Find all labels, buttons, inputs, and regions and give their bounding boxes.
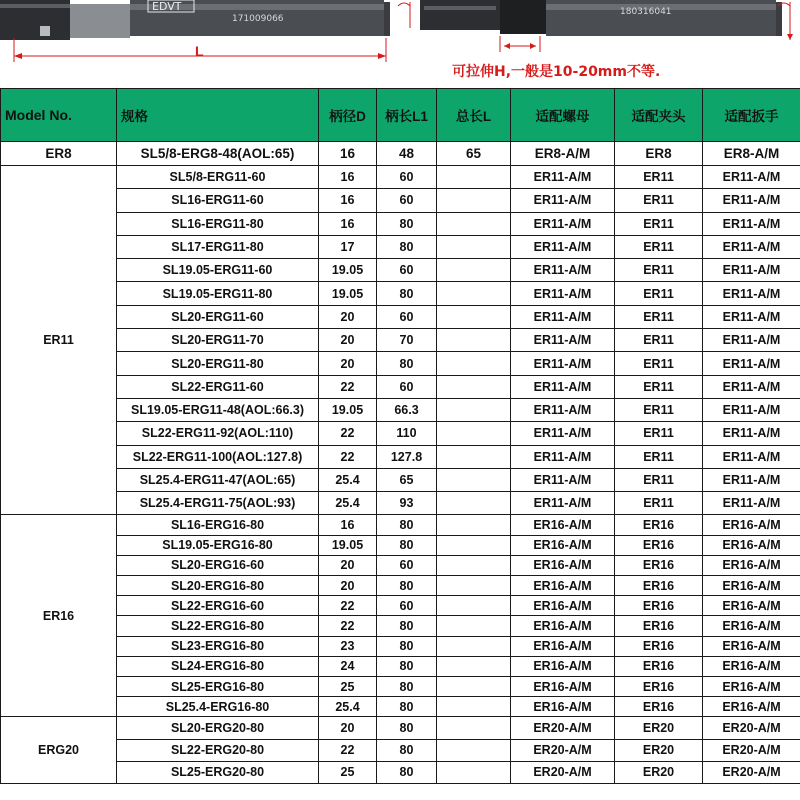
table-row — [1, 717, 800, 739]
collet-cell: ER16 — [615, 616, 703, 636]
l-cell — [437, 761, 511, 783]
l1-cell: 80 — [377, 212, 437, 235]
table-row — [1, 189, 800, 212]
l1-cell: 60 — [377, 305, 437, 328]
nut-cell: ER11-A/M — [511, 329, 615, 352]
l-cell — [437, 576, 511, 596]
l-cell — [437, 717, 511, 739]
d-cell: 25 — [319, 761, 377, 783]
l1-cell: 80 — [377, 697, 437, 717]
l-cell — [437, 555, 511, 575]
product-photo-banner — [0, 0, 800, 88]
d-cell: 24 — [319, 656, 377, 676]
wrench-cell: ER20-A/M — [703, 739, 800, 761]
collet-cell: ER16 — [615, 555, 703, 575]
l1-cell: 80 — [377, 676, 437, 696]
l1-cell: 80 — [377, 235, 437, 258]
l-cell — [437, 492, 511, 515]
table-row — [1, 636, 800, 656]
left-tool-holder — [0, 0, 390, 40]
table-row — [1, 761, 800, 783]
model-cell: ER11 — [1, 166, 117, 515]
nut-cell: ER20-A/M — [511, 739, 615, 761]
serial-left: 171009066 — [232, 14, 284, 24]
l1-cell: 80 — [377, 515, 437, 535]
dimension-label-l: L — [195, 43, 204, 59]
spec-cell: SL19.05-ERG16-80 — [117, 535, 319, 555]
l-cell — [437, 282, 511, 305]
header-l: 总长L — [437, 89, 511, 142]
l1-cell: 60 — [377, 375, 437, 398]
spec-cell: SL25-ERG16-80 — [117, 676, 319, 696]
collet-cell: ER11 — [615, 305, 703, 328]
spec-cell: SL22-ERG20-80 — [117, 739, 319, 761]
header-l1: 柄长L1 — [377, 89, 437, 142]
spec-cell: SL22-ERG16-60 — [117, 596, 319, 616]
table-row — [1, 166, 800, 189]
wrench-cell: ER16-A/M — [703, 656, 800, 676]
l-cell — [437, 515, 511, 535]
collet-cell: ER20 — [615, 717, 703, 739]
table-row — [1, 445, 800, 468]
table-row — [1, 422, 800, 445]
d-cell: 16 — [319, 212, 377, 235]
nut-cell: ER16-A/M — [511, 676, 615, 696]
header-wrench: 适配扳手 — [703, 89, 800, 142]
collet-cell: ER11 — [615, 422, 703, 445]
l-cell — [437, 535, 511, 555]
spec-cell: SL16-ERG16-80 — [117, 515, 319, 535]
collet-cell: ER16 — [615, 676, 703, 696]
l-cell — [437, 259, 511, 282]
model-cell: ERG20 — [1, 717, 117, 784]
l-cell — [437, 398, 511, 421]
d-cell: 19.05 — [319, 535, 377, 555]
wrench-cell: ER20-A/M — [703, 717, 800, 739]
table-row — [1, 329, 800, 352]
d-cell: 20 — [319, 329, 377, 352]
wrench-cell: ER11-A/M — [703, 398, 800, 421]
d-cell: 19.05 — [319, 282, 377, 305]
table-row — [1, 739, 800, 761]
spec-cell: SL24-ERG16-80 — [117, 656, 319, 676]
spec-cell: SL5/8-ERG8-48(AOL:65) — [117, 142, 319, 166]
wrench-cell: ER16-A/M — [703, 515, 800, 535]
nut-cell: ER11-A/M — [511, 492, 615, 515]
collet-cell: ER16 — [615, 535, 703, 555]
nut-cell: ER11-A/M — [511, 375, 615, 398]
l1-cell: 60 — [377, 555, 437, 575]
d-cell: 25.4 — [319, 697, 377, 717]
table-row — [1, 535, 800, 555]
wrench-cell: ER16-A/M — [703, 535, 800, 555]
table-row — [1, 468, 800, 491]
collet-cell: ER11 — [615, 352, 703, 375]
serial-right: 180316041 — [620, 7, 672, 17]
nut-cell: ER16-A/M — [511, 596, 615, 616]
collet-cell: ER11 — [615, 189, 703, 212]
spec-cell: SL25-ERG20-80 — [117, 761, 319, 783]
l-cell — [437, 166, 511, 189]
collet-cell: ER20 — [615, 739, 703, 761]
table-row — [1, 305, 800, 328]
nut-cell: ER16-A/M — [511, 515, 615, 535]
d-cell: 22 — [319, 422, 377, 445]
l-cell — [437, 739, 511, 761]
collet-cell: ER11 — [615, 468, 703, 491]
nut-cell: ER16-A/M — [511, 697, 615, 717]
nut-cell: ER11-A/M — [511, 305, 615, 328]
collet-cell: ER16 — [615, 576, 703, 596]
header-model: Model No. — [1, 89, 117, 142]
wrench-cell: ER16-A/M — [703, 676, 800, 696]
table-row — [1, 656, 800, 676]
l-cell: 65 — [437, 142, 511, 166]
l1-cell: 80 — [377, 282, 437, 305]
l1-cell: 66.3 — [377, 398, 437, 421]
spec-cell: SL20-ERG11-60 — [117, 305, 319, 328]
l-cell — [437, 189, 511, 212]
collet-cell: ER16 — [615, 697, 703, 717]
nut-cell: ER11-A/M — [511, 422, 615, 445]
collet-cell: ER16 — [615, 596, 703, 616]
l1-cell: 80 — [377, 352, 437, 375]
nut-cell: ER11-A/M — [511, 259, 615, 282]
wrench-cell: ER11-A/M — [703, 352, 800, 375]
collet-cell: ER8 — [615, 142, 703, 166]
spec-cell: SL22-ERG11-60 — [117, 375, 319, 398]
table-row — [1, 676, 800, 696]
wrench-cell: ER16-A/M — [703, 616, 800, 636]
spec-cell: SL19.05-ERG11-80 — [117, 282, 319, 305]
nut-cell: ER11-A/M — [511, 166, 615, 189]
wrench-cell: ER11-A/M — [703, 282, 800, 305]
table-row — [1, 142, 800, 166]
nut-cell: ER16-A/M — [511, 616, 615, 636]
table-row — [1, 235, 800, 258]
spec-cell: SL25.4-ERG11-47(AOL:65) — [117, 468, 319, 491]
l-cell — [437, 375, 511, 398]
header-d: 柄径D — [319, 89, 377, 142]
l-cell — [437, 468, 511, 491]
wrench-cell: ER16-A/M — [703, 596, 800, 616]
d-cell: 17 — [319, 235, 377, 258]
spec-cell: SL22-ERG16-80 — [117, 616, 319, 636]
wrench-cell: ER16-A/M — [703, 697, 800, 717]
table-body — [1, 142, 800, 784]
tool-holder-photo — [0, 0, 800, 88]
l-cell — [437, 616, 511, 636]
nut-cell: ER11-A/M — [511, 282, 615, 305]
l1-cell: 93 — [377, 492, 437, 515]
l1-cell: 127.8 — [377, 445, 437, 468]
l1-cell: 80 — [377, 535, 437, 555]
d-cell: 25.4 — [319, 468, 377, 491]
collet-cell: ER11 — [615, 398, 703, 421]
wrench-cell: ER11-A/M — [703, 305, 800, 328]
wrench-cell: ER11-A/M — [703, 235, 800, 258]
nut-cell: ER11-A/M — [511, 352, 615, 375]
table-row — [1, 492, 800, 515]
l-cell — [437, 212, 511, 235]
d-cell: 16 — [319, 189, 377, 212]
l1-cell: 80 — [377, 616, 437, 636]
l1-cell: 65 — [377, 468, 437, 491]
l-cell — [437, 676, 511, 696]
l1-cell: 70 — [377, 329, 437, 352]
spec-cell: SL20-ERG11-80 — [117, 352, 319, 375]
l-cell — [437, 235, 511, 258]
logo-text: EDVT — [152, 0, 182, 13]
collet-cell: ER11 — [615, 445, 703, 468]
wrench-cell: ER11-A/M — [703, 445, 800, 468]
d-cell: 22 — [319, 739, 377, 761]
header-spec: 规格 — [117, 89, 319, 142]
wrench-cell: ER11-A/M — [703, 166, 800, 189]
l-cell — [437, 422, 511, 445]
d-cell: 20 — [319, 352, 377, 375]
spec-cell: SL5/8-ERG11-60 — [117, 166, 319, 189]
spec-cell: SL17-ERG11-80 — [117, 235, 319, 258]
nut-cell: ER16-A/M — [511, 555, 615, 575]
extension-note: 可拉伸H,一般是10-20mm不等. — [452, 64, 661, 80]
wrench-cell: ER11-A/M — [703, 259, 800, 282]
table-row — [1, 616, 800, 636]
l-cell — [437, 596, 511, 616]
wrench-cell: ER8-A/M — [703, 142, 800, 166]
wrench-cell: ER11-A/M — [703, 329, 800, 352]
d-cell: 16 — [319, 166, 377, 189]
spec-cell: SL16-ERG11-80 — [117, 212, 319, 235]
collet-cell: ER11 — [615, 375, 703, 398]
spec-table — [0, 88, 800, 784]
l1-cell: 80 — [377, 717, 437, 739]
l1-cell: 80 — [377, 636, 437, 656]
d-cell: 20 — [319, 717, 377, 739]
l1-cell: 110 — [377, 422, 437, 445]
nut-cell: ER11-A/M — [511, 398, 615, 421]
spec-cell: SL22-ERG11-100(AOL:127.8) — [117, 445, 319, 468]
collet-cell: ER11 — [615, 282, 703, 305]
table-row — [1, 375, 800, 398]
spec-cell: SL23-ERG16-80 — [117, 636, 319, 656]
spec-cell: SL20-ERG16-60 — [117, 555, 319, 575]
collet-cell: ER16 — [615, 636, 703, 656]
l1-cell: 80 — [377, 739, 437, 761]
wrench-cell: ER16-A/M — [703, 636, 800, 656]
nut-cell: ER11-A/M — [511, 212, 615, 235]
table-header-row — [1, 89, 800, 142]
table-row — [1, 697, 800, 717]
l1-cell: 80 — [377, 761, 437, 783]
wrench-cell: ER16-A/M — [703, 555, 800, 575]
table-row — [1, 212, 800, 235]
wrench-cell: ER11-A/M — [703, 375, 800, 398]
collet-cell: ER11 — [615, 235, 703, 258]
l-cell — [437, 352, 511, 375]
l1-cell: 48 — [377, 142, 437, 166]
wrench-cell: ER20-A/M — [703, 761, 800, 783]
spec-cell: SL25.4-ERG11-75(AOL:93) — [117, 492, 319, 515]
collet-cell: ER11 — [615, 492, 703, 515]
nut-cell: ER20-A/M — [511, 761, 615, 783]
collet-cell: ER16 — [615, 656, 703, 676]
nut-cell: ER20-A/M — [511, 717, 615, 739]
collet-cell: ER11 — [615, 259, 703, 282]
nut-cell: ER16-A/M — [511, 656, 615, 676]
spec-cell: SL19.05-ERG11-60 — [117, 259, 319, 282]
l-cell — [437, 305, 511, 328]
l-cell — [437, 636, 511, 656]
nut-cell: ER16-A/M — [511, 535, 615, 555]
l1-cell: 60 — [377, 189, 437, 212]
l-cell — [437, 445, 511, 468]
spec-cell: SL22-ERG11-92(AOL:110) — [117, 422, 319, 445]
nut-cell: ER16-A/M — [511, 636, 615, 656]
collet-cell: ER11 — [615, 329, 703, 352]
d-cell: 22 — [319, 445, 377, 468]
l-cell — [437, 656, 511, 676]
nut-cell: ER16-A/M — [511, 576, 615, 596]
l1-cell: 60 — [377, 259, 437, 282]
wrench-cell: ER11-A/M — [703, 422, 800, 445]
wrench-cell: ER11-A/M — [703, 492, 800, 515]
table-row — [1, 515, 800, 535]
model-cell: ER8 — [1, 142, 117, 166]
spec-cell: SL25.4-ERG16-80 — [117, 697, 319, 717]
wrench-cell: ER11-A/M — [703, 212, 800, 235]
d-cell: 25 — [319, 676, 377, 696]
collet-cell: ER20 — [615, 761, 703, 783]
d-cell: 22 — [319, 596, 377, 616]
collet-cell: ER11 — [615, 166, 703, 189]
d-cell: 22 — [319, 375, 377, 398]
d-cell: 16 — [319, 142, 377, 166]
l1-cell: 60 — [377, 596, 437, 616]
table-row — [1, 259, 800, 282]
l1-cell: 80 — [377, 656, 437, 676]
model-cell: ER16 — [1, 515, 117, 717]
l1-cell: 60 — [377, 166, 437, 189]
collet-cell: ER11 — [615, 212, 703, 235]
spec-cell: SL16-ERG11-60 — [117, 189, 319, 212]
table-row — [1, 352, 800, 375]
spec-cell: SL20-ERG20-80 — [117, 717, 319, 739]
header-collet: 适配夹头 — [615, 89, 703, 142]
spec-cell: SL20-ERG16-80 — [117, 576, 319, 596]
nut-cell: ER11-A/M — [511, 468, 615, 491]
spec-cell: SL19.05-ERG11-48(AOL:66.3) — [117, 398, 319, 421]
table-row — [1, 555, 800, 575]
wrench-cell: ER11-A/M — [703, 189, 800, 212]
collet-cell: ER16 — [615, 515, 703, 535]
d-cell: 25.4 — [319, 492, 377, 515]
nut-cell: ER8-A/M — [511, 142, 615, 166]
d-cell: 20 — [319, 576, 377, 596]
nut-cell: ER11-A/M — [511, 445, 615, 468]
d-cell: 20 — [319, 305, 377, 328]
d-cell: 22 — [319, 616, 377, 636]
spec-cell: SL20-ERG11-70 — [117, 329, 319, 352]
l-cell — [437, 697, 511, 717]
table-row — [1, 576, 800, 596]
table-row — [1, 596, 800, 616]
header-nut: 适配螺母 — [511, 89, 615, 142]
table-row — [1, 282, 800, 305]
wrench-cell: ER16-A/M — [703, 576, 800, 596]
d-cell: 19.05 — [319, 398, 377, 421]
d-cell: 23 — [319, 636, 377, 656]
wrench-cell: ER11-A/M — [703, 468, 800, 491]
right-tool-holder — [420, 0, 782, 36]
d-cell: 20 — [319, 555, 377, 575]
table-row — [1, 398, 800, 421]
d-cell: 19.05 — [319, 259, 377, 282]
nut-cell: ER11-A/M — [511, 235, 615, 258]
nut-cell: ER11-A/M — [511, 189, 615, 212]
l1-cell: 80 — [377, 576, 437, 596]
d-cell: 16 — [319, 515, 377, 535]
l-cell — [437, 329, 511, 352]
